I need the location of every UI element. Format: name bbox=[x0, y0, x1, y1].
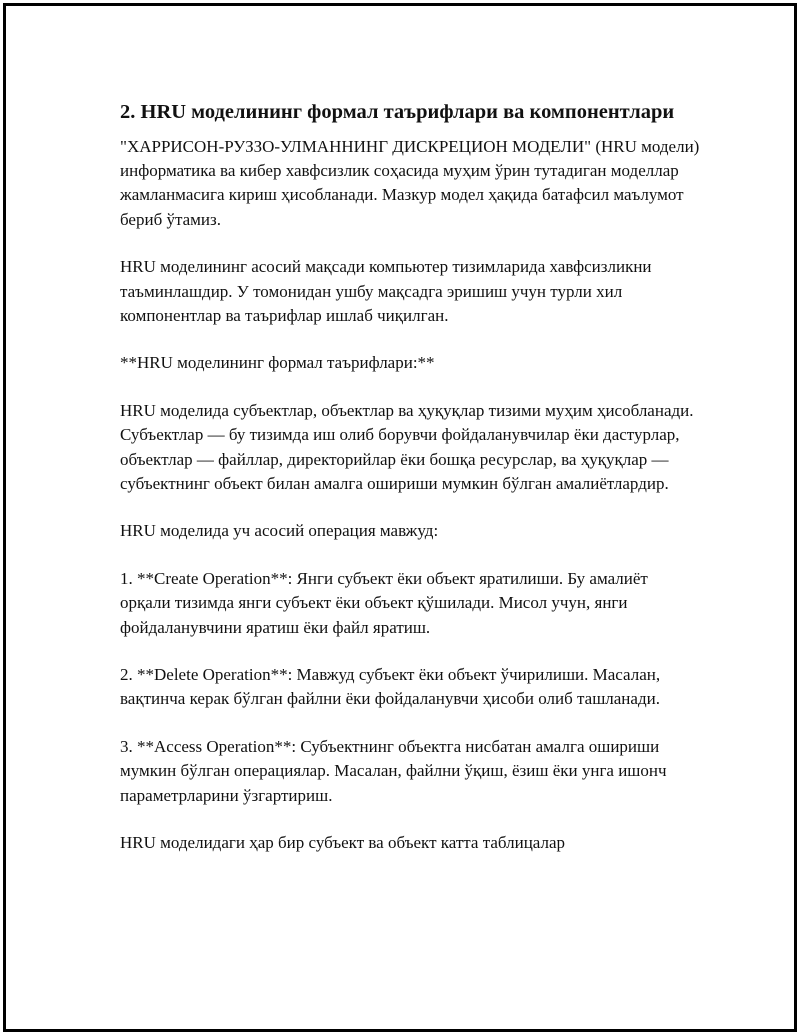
paragraph-tables: HRU моделидаги ҳар бир субъект ва объект катта таблицалар bbox=[120, 833, 566, 853]
paragraph-delete-operation: 2. **Delete Operation**: Мавжуд субъект ёки объект ўчирилиши. Масалан, вақтинча керак бўлган файлни ёки фойдаланувчи ҳисоби олиб ташланади. bbox=[120, 665, 661, 709]
paragraph-intro: "ХАРРИСОН-РУЗЗО-УЛМАННИНГ ДИСКРЕЦИОН МОДЕЛИ" (HRU модели) информатика ва кибер хавфсизлик соҳасида муҳим ўрин тутадиган моделлар жамланмасига кириш ҳисобланади. Мазкур модел ҳақида батафсил маълумот бериб ўтамиз. bbox=[120, 137, 700, 229]
section-title: 2. HRU моделининг формал таърифлари ва компонентлари bbox=[120, 101, 675, 123]
paragraph-purpose: HRU моделининг асосий мақсади компьютер тизимларида хавфсизликни таъминлашдир. У томонидан ушбу мақсадга эришиш учун турли хил компонентлар ва таърифлар ишлаб чиқилган. bbox=[120, 257, 652, 325]
paragraph-entities: HRU моделида субъектлар, объектлар ва ҳуқуқлар тизими муҳим ҳисобланади. Субъектлар — бу тизимда иш олиб борувчи фойдаланувчилар ёки дастурлар, объектлар — файллар, директорийлар ёки бошқа ресурслар, ва ҳуқуқлар — субъектнинг объект билан амалга ошириши мумкин бўлган амалиётлардир. bbox=[120, 401, 694, 493]
paragraph-access-operation: 3. **Access Operation**: Субъектнинг объектга нисбатан амалга ошириши мумкин бўлган операциялар. Масалан, файлни ўқиш, ёзиш ёки унга ишонч параметрларини ўзгартириш. bbox=[120, 737, 667, 805]
paragraph-formal-heading: **HRU моделининг формал таърифлари:** bbox=[120, 353, 435, 373]
paragraph-create-operation: 1. **Create Operation**: Янги субъект ёки объект яратилиши. Бу амалиёт орқали тизимда янги субъект ёки объект қўшилади. Мисол учун, янги фойдаланувчини яратиш ёки файл яратиш. bbox=[120, 569, 648, 637]
document-page bbox=[3, 3, 797, 1032]
paragraph-operations-intro: HRU моделида уч асосий операция мавжуд: bbox=[120, 521, 439, 541]
document-content bbox=[120, 98, 700, 855]
